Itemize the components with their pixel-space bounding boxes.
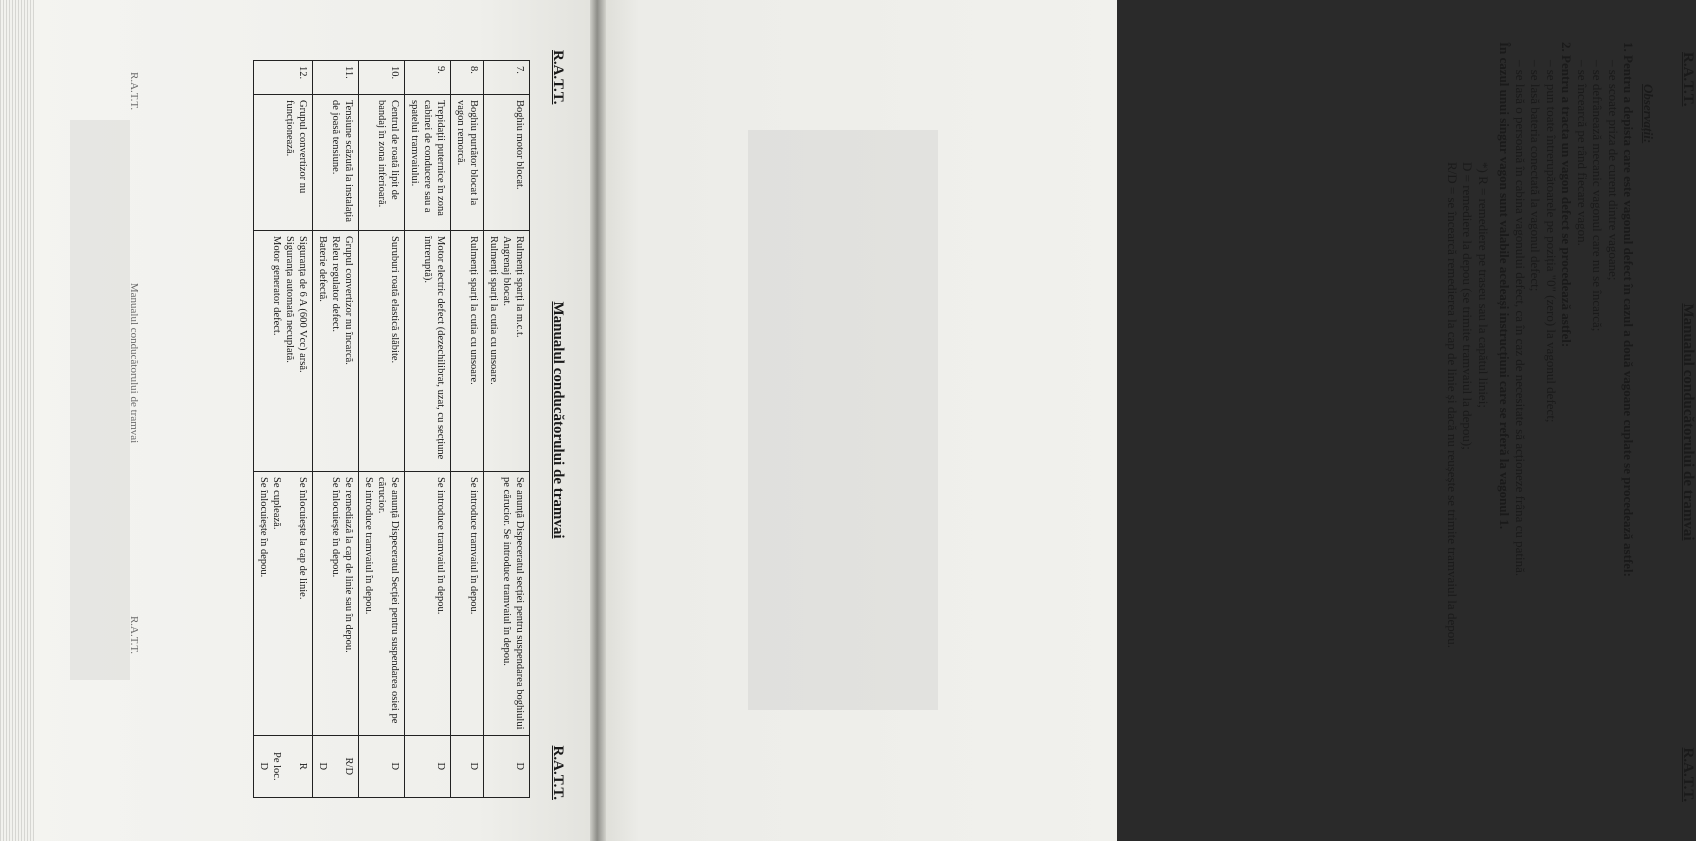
cell-code: D <box>484 735 530 797</box>
observation-line: – se pun toate întrerupătoarele pe poziția "0" (zero) la vagonul defect; <box>1544 60 1559 423</box>
observation-line: *) R = remediere pe traseu sau la capătul liniei; <box>1476 162 1491 408</box>
observation-line: – se scoate priza de curent dintre vagoane; <box>1606 60 1621 281</box>
observation-line: – se defrânează mecanic vagonul care nu se încarcă; <box>1590 60 1606 332</box>
cell-action: Se înlocuiește la cap de linie. Se cuplează. Se înlocuiește în depou. <box>254 471 313 735</box>
cell-code: R/D D <box>313 735 359 797</box>
book-edge <box>0 0 34 841</box>
footer-bleed <box>128 60 140 790</box>
cell-defect: Boghiu purtător blocat la vagon remorcă. <box>451 95 484 231</box>
footer-left: R.A.T.T. <box>128 72 140 111</box>
observations <box>1445 42 1657 792</box>
footer-title: Manualul conducătorului de tramvai <box>128 282 140 444</box>
cell-action: Se remediază la cap de linie sau în depou. Se înlocuiește în depou. <box>313 471 359 735</box>
observation-line: – se încearcă pe rând fiecare vagon. <box>1575 60 1590 246</box>
table-row <box>313 61 359 798</box>
cell-cause: Rulmenți sparți la cutia cu unsoare. <box>451 231 484 472</box>
defects-table <box>253 60 530 798</box>
cell-action: Se anunță Dispeceratul Secției pentru suspendarea osiei pe cărucior. Se introduce tramvaiul în depou. <box>359 471 405 735</box>
cell-action: Se anunță Dispeceratul secției pentru suspendarea boghiului pe cărucior. Se introduce tramvaiul în depou. <box>484 471 530 735</box>
left-page <box>0 0 598 841</box>
cell-code: D <box>405 735 451 797</box>
observation-line: D = remediere la depou (se trimite tramvaiul la depou); <box>1460 162 1476 450</box>
cell-defect: Tensiune scăzută la instalația de joasă tensiune. <box>313 95 359 231</box>
header-title: Manualul conducătorului de tramvai <box>550 301 566 539</box>
table-row <box>484 61 530 798</box>
observations-title: Observații: <box>1641 84 1656 144</box>
header-right: R.A.T.T. <box>1680 747 1696 802</box>
book-spine <box>590 0 606 841</box>
footer-right: R.A.T.T. <box>128 615 140 655</box>
cell-number: 11. <box>313 61 359 95</box>
cell-code: R Pe loc. D <box>254 735 313 797</box>
cell-number: 7. <box>484 61 530 95</box>
right-page <box>598 0 1696 841</box>
cell-defect: Boghiu motor blocat. <box>484 95 530 231</box>
cell-defect: Grupul convertizor nu funcționează. <box>254 95 313 231</box>
cell-number: 8. <box>451 61 484 95</box>
observations-lines <box>1445 42 1637 792</box>
cell-action: Se introduce tramvaiul în depou. <box>405 471 451 735</box>
observation-line: În cazul unui singur vagon sunt valabile aceleași instrucțiuni care se referă la vagonul 1. <box>1497 42 1513 530</box>
cell-cause: Siguranța de 6 A (600 Vcc) arsă. Siguranța automată necuplată. Motor generator defect. <box>254 231 313 472</box>
page-header <box>1662 42 1696 802</box>
table-row <box>405 61 451 798</box>
observation-line: 2. Pentru a tracta un vagon defect se procedează astfel: <box>1559 42 1575 348</box>
cell-cause: Suruburi roată elastică slăbite. <box>359 231 405 472</box>
cell-action: Se introduce tramvaiul în depou. <box>451 471 484 735</box>
right-page-content <box>1196 42 1696 802</box>
observation-line: – se lasă bateria conectată la vagonul defect; <box>1528 60 1544 292</box>
cell-cause: Motor electric defect (dezechilibrat, uzat, cu secțiune întreruptă). <box>405 231 451 472</box>
table-row <box>254 61 313 798</box>
bleed-through <box>748 130 938 710</box>
cell-cause: Grupul convertizor nu încarcă. Releu regulator defect. Baterie defectă. <box>313 231 359 472</box>
left-page-content <box>96 40 566 800</box>
cell-cause: Rulmenți sparți la m.c.t. Angrenaj blocat. Rulmenți sparți la cutia cu unsoare. <box>484 231 530 472</box>
cell-defect: Trepidații puternice în zona cabinei de conducere sau a spatelui tramvaiului. <box>405 95 451 231</box>
cell-number: 9. <box>405 61 451 95</box>
observation-line: – se lasă o persoană în cabina vagonului defect, ca în caz de necesitate să acționeze frâna cu patină. <box>1513 60 1528 577</box>
observation-line: 1. Pentru a depista care este vagonul defect în cazul a două vagoane cuplate se procedează astfel: <box>1621 42 1637 577</box>
header-left: R.A.T.T. <box>550 50 566 105</box>
cell-code: D <box>451 735 484 797</box>
cell-code: D <box>359 735 405 797</box>
header-right: R.A.T.T. <box>550 745 566 800</box>
table-row <box>359 61 405 798</box>
table-row <box>451 61 484 798</box>
header-left: R.A.T.T. <box>1680 52 1696 107</box>
observation-line: R/D = se încearcă remedierea la cap de linie și dacă nu reușește se trimite tramvaiul la depou. <box>1445 162 1460 648</box>
header-title: Manualul conducătorului de tramvai <box>1680 303 1696 541</box>
cell-number: 10. <box>359 61 405 95</box>
page-header <box>532 40 566 800</box>
cell-defect: Centrul de roată lipit de bandaj în zona inferioară. <box>359 95 405 231</box>
cell-number: 12. <box>254 61 313 95</box>
